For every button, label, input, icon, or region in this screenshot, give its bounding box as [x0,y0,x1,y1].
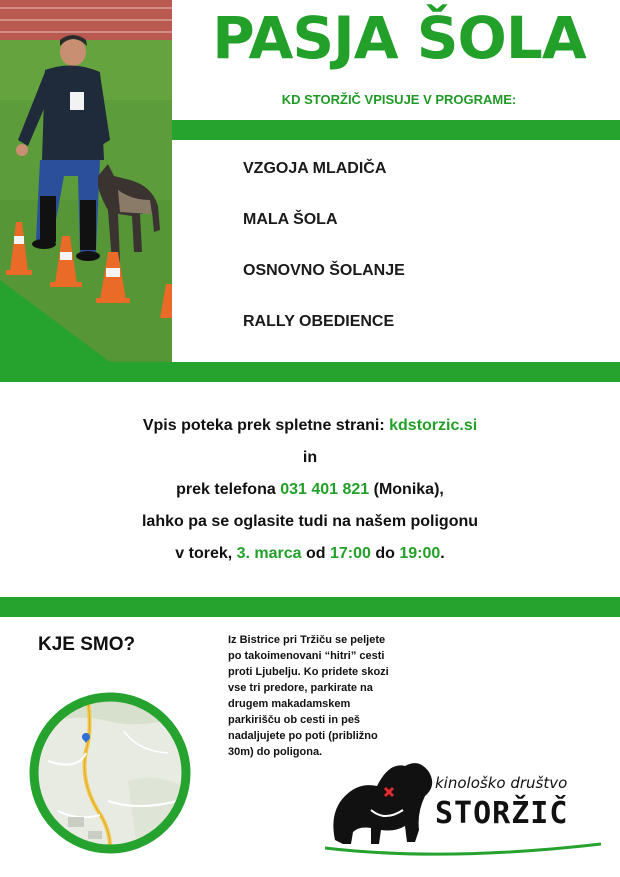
page-subtitle: KD STORŽIČ VPISUJE V PROGRAME: [281,92,517,107]
page-title: PASJA ŠOLA [212,4,586,72]
time-from: 17:00 [330,545,371,562]
info-text: prek telefona [176,481,281,498]
program-list [243,158,405,362]
program-item: RALLY OBEDIENCE [243,313,395,330]
phone-number: 031 401 821 [280,481,370,498]
program-item: MALA ŠOLA [243,211,338,228]
logo-line2: STORŽIČ [435,796,569,831]
logo-line1: kinološko društvo [435,774,568,792]
divider-band [0,362,620,382]
info-text: v torek, [175,545,237,562]
info-text: do [370,545,400,562]
divider-band [172,120,620,140]
directions-text: Iz Bistrice pri Tržiču se peljete po takoimenovani “hitri” cesti proti Ljubelju. Ko pridete skozi vse tri predore, parkirate na drugem makadamskem parkirišču ob cesti in peš nadaljujete po poti (približno 30m) do poligona. [228,634,389,758]
time-to: 19:00 [399,545,441,562]
info-line [0,474,620,506]
info-text: Vpis poteka prek spletne strani: [142,417,390,434]
divider-band [0,597,620,617]
info-line: in [302,449,318,466]
info-line [0,538,620,570]
club-logo [325,752,605,862]
info-line: lahko pa se oglasite tudi na našem poligonu [141,513,479,530]
info-text: (Monika), [369,481,444,498]
location-heading: KJE SMO? [38,634,136,655]
program-item: VZGOJA MLADIČA [243,160,387,177]
info-text: . [440,545,445,562]
dog-training-photo [0,0,172,362]
location-map [28,691,192,855]
program-item: OSNOVNO ŠOLANJE [243,262,405,279]
event-date: 3. marca [236,545,302,562]
dog-silhouette-logo [333,763,432,844]
website-link[interactable]: kdstorzic.si [389,417,478,434]
info-text: od [301,545,330,562]
registration-info [0,410,620,570]
info-line [0,410,620,442]
